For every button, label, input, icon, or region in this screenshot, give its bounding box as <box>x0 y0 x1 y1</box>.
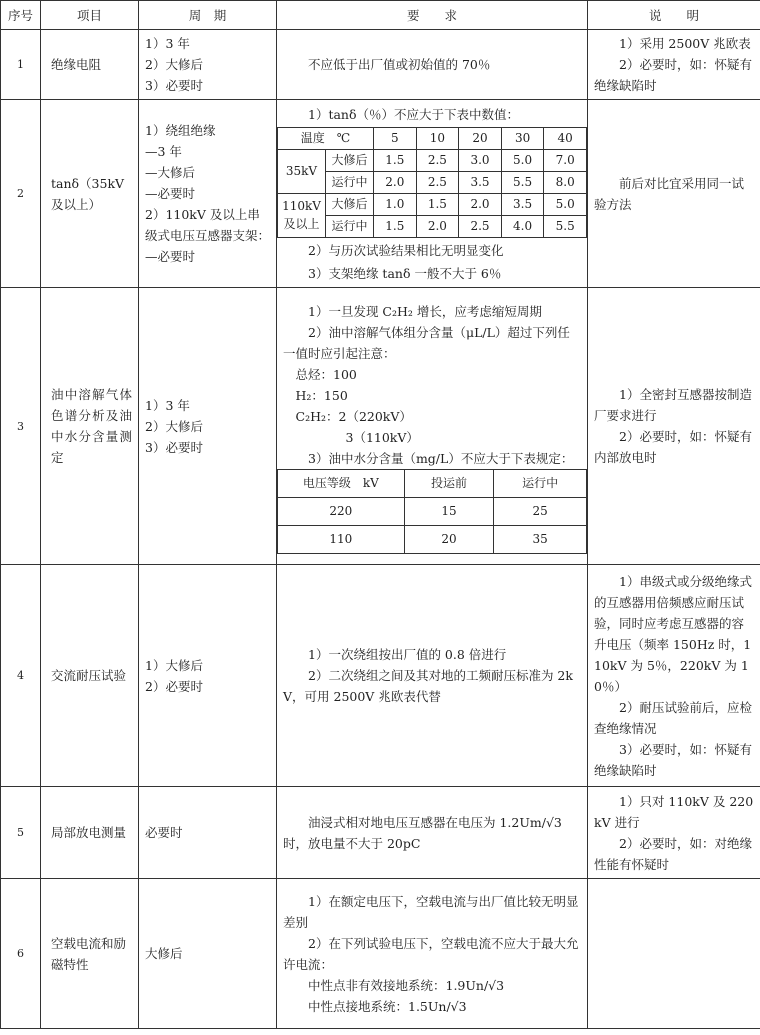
water-cell: 35 <box>494 526 587 554</box>
row-period <box>139 288 277 565</box>
period-line: 3）必要时 <box>145 78 203 93</box>
req-line: 2）二次绕组之间及其对地的工频耐压标准为 2kV，可用 2500V 兆欧表代替 <box>283 668 573 704</box>
row-project: 绝缘电阻 <box>41 30 139 100</box>
value-cell: 3.5 <box>501 193 544 215</box>
req-line: H₂：150 <box>295 388 348 403</box>
period-line: —大修后 <box>145 165 196 180</box>
value-cell: 7.0 <box>544 149 587 171</box>
table-header-row <box>1 1 760 30</box>
value-cell: 1.5 <box>374 149 417 171</box>
row-project: 局部放电测量 <box>41 787 139 879</box>
water-cell: 25 <box>494 498 587 526</box>
note-line: 2）必要时，如：怀疑有绝缘缺陷时 <box>594 57 752 93</box>
value-cell: 4.0 <box>501 215 544 237</box>
period-line: 2）110kV 及以上串级式电压互感器支架： <box>145 207 271 243</box>
water-header-row <box>278 470 587 498</box>
req-line: 3）支架绝缘 tanδ 一般不大于 6％ <box>308 265 502 281</box>
period-line: 1）绕组绝缘 <box>145 123 216 138</box>
value-cell: 1.0 <box>374 193 417 215</box>
note-line: 前后对比宜采用同一试验方法 <box>594 175 745 212</box>
req-line: 1）在额定电压下，空载电流与出厂值比较无明显差别 <box>283 893 579 930</box>
period-line: 2）大修后 <box>145 57 203 72</box>
row-no: 3 <box>1 288 41 565</box>
req-line: 中性点非有效接地系统：1.9Un/√3 <box>308 977 505 993</box>
temp-cell: 40 <box>544 127 587 149</box>
period-line: 1）大修后 <box>145 657 203 673</box>
row-period <box>139 100 277 288</box>
state-cell: 大修后 <box>326 193 374 215</box>
temp-cell: 30 <box>501 127 544 149</box>
value-cell: 8.0 <box>544 171 587 193</box>
period-line: —必要时 <box>145 249 196 264</box>
period-line: 1）3 年 <box>145 397 190 413</box>
water-row <box>278 526 587 554</box>
note-line: 1）串级式或分级绝缘式的互感器用倍频感应耐压试验，同时应考虑互感器的容升电压（频率 150Hz 时，110kV 为 5％，220kV 为 10％） <box>594 573 752 694</box>
note-line: 1）全密封互感器按制造厂要求进行 <box>594 387 752 423</box>
req-line: 总烃：100 <box>295 367 357 382</box>
period-line: 1）3 年 <box>145 36 190 51</box>
table-row <box>1 787 760 879</box>
period-line: —必要时 <box>145 186 196 201</box>
temp-cell: 5 <box>374 127 417 149</box>
row-period <box>139 565 277 787</box>
row-note <box>588 288 760 565</box>
value-cell: 2.0 <box>459 193 502 215</box>
value-cell: 5.0 <box>501 149 544 171</box>
table-row <box>1 565 760 787</box>
value-cell: 5.5 <box>501 171 544 193</box>
value-cell: 3.0 <box>459 149 502 171</box>
row-note <box>588 30 760 100</box>
tan-row <box>278 193 587 215</box>
water-header-cell: 运行中 <box>494 470 587 498</box>
period-line: —3 年 <box>145 144 182 159</box>
table-row <box>1 879 760 1029</box>
note-line: 2）必要时，如：对绝缘性能有怀疑时 <box>594 835 752 872</box>
req-line: 1）一次绕组按出厂值的 0.8 倍进行 <box>308 647 507 662</box>
table-row <box>1 288 760 565</box>
tan-row <box>278 149 587 171</box>
row-note <box>588 100 760 288</box>
value-cell: 2.5 <box>416 149 459 171</box>
row-requirement <box>277 565 588 787</box>
value-cell: 1.5 <box>374 215 417 237</box>
req-line: 2）与历次试验结果相比无明显变化 <box>308 242 504 258</box>
water-cell: 20 <box>404 526 494 554</box>
value-cell: 5.0 <box>544 193 587 215</box>
req-line: 油浸式相对地电压互感器在电压为 1.2Um/√3 时，放电量不大于 20pC <box>283 814 562 851</box>
header-project: 项目 <box>41 1 139 30</box>
note-line: 2）必要时，如：怀疑有内部放电时 <box>594 429 752 465</box>
temp-label: 温度 ℃ <box>278 127 374 149</box>
row-no: 6 <box>1 879 41 1029</box>
req-line: 3（110kV） <box>345 430 419 445</box>
row-requirement <box>277 787 588 879</box>
row-no: 2 <box>1 100 41 288</box>
header-no: 序号 <box>1 1 41 30</box>
header-note: 说 明 <box>588 1 760 30</box>
value-cell: 2.5 <box>416 171 459 193</box>
req-line: C₂H₂：2（220kV） <box>295 409 412 424</box>
value-cell: 2.5 <box>459 215 502 237</box>
row-requirement <box>277 879 588 1029</box>
note-line: 1）采用 2500V 兆欧表 <box>619 36 751 51</box>
row-period <box>139 879 277 1029</box>
value-cell: 2.0 <box>374 171 417 193</box>
row-requirement <box>277 100 588 288</box>
voltage-cell: 110kV及以上 <box>278 193 326 237</box>
row-no: 1 <box>1 30 41 100</box>
voltage-cell: 35kV <box>278 149 326 193</box>
note-line: 3）必要时，如：怀疑有绝缘缺陷时 <box>594 741 752 778</box>
water-header-cell: 投运前 <box>404 470 494 498</box>
row-project: 油中溶解气体色谱分析及油中水分含量测定 <box>41 288 139 565</box>
req-line: 2）在下列试验电压下，空载电流不应大于最大允许电流： <box>283 935 579 972</box>
value-cell: 3.5 <box>459 171 502 193</box>
period-line: 3）必要时 <box>145 439 203 455</box>
tan-delta-table <box>277 127 587 238</box>
temp-cell: 10 <box>416 127 459 149</box>
water-header-cell: 电压等级 kV <box>278 470 405 498</box>
row-period <box>139 30 277 100</box>
header-period: 周 期 <box>139 1 277 30</box>
value-cell: 1.5 <box>416 193 459 215</box>
value-cell: 2.0 <box>416 215 459 237</box>
row-project: 空载电流和励磁特性 <box>41 879 139 1029</box>
tan-header-row <box>278 127 587 149</box>
row-note <box>588 787 760 879</box>
state-cell: 运行中 <box>326 215 374 237</box>
water-content-table <box>277 469 587 554</box>
row-period <box>139 787 277 879</box>
water-cell: 220 <box>278 498 405 526</box>
row-no: 5 <box>1 787 41 879</box>
note-line: 1）只对 110kV 及 220kV 进行 <box>594 793 754 830</box>
row-requirement <box>277 288 588 565</box>
temp-cell: 20 <box>459 127 502 149</box>
req-line: 中性点接地系统：1.5Un/√3 <box>308 998 467 1014</box>
row-note <box>588 879 760 1029</box>
water-row <box>278 498 587 526</box>
req-line: 3）油中水分含量（mg/L）不应大于下表规定： <box>308 451 574 466</box>
req-intro: 1）tanδ（％）不应大于下表中数值： <box>308 106 520 122</box>
req-line: 1）一旦发现 C₂H₂ 增长，应考虑缩短周期 <box>308 304 542 319</box>
row-no: 4 <box>1 565 41 787</box>
row-requirement: 不应低于出厂值或初始值的 70％ <box>277 30 588 100</box>
period-line: 2）必要时 <box>145 678 203 694</box>
header-requirement: 要 求 <box>277 1 588 30</box>
note-line: 2）耐压试验前后，应检查绝缘情况 <box>594 699 752 736</box>
period-line: 2）大修后 <box>145 418 203 434</box>
row-project: 交流耐压试验 <box>41 565 139 787</box>
period-line: 必要时 <box>145 825 183 840</box>
req-line: 2）油中溶解气体组分含量（μL/L）超过下列任一值时应引起注意： <box>283 325 570 361</box>
table-row <box>1 100 760 288</box>
state-cell: 大修后 <box>326 149 374 171</box>
value-cell: 5.5 <box>544 215 587 237</box>
row-note <box>588 565 760 787</box>
period-line: 大修后 <box>145 946 183 961</box>
water-cell: 110 <box>278 526 405 554</box>
water-cell: 15 <box>404 498 494 526</box>
row-project: tanδ（35kV及以上） <box>41 100 139 288</box>
state-cell: 运行中 <box>326 171 374 193</box>
table-row <box>1 30 760 100</box>
